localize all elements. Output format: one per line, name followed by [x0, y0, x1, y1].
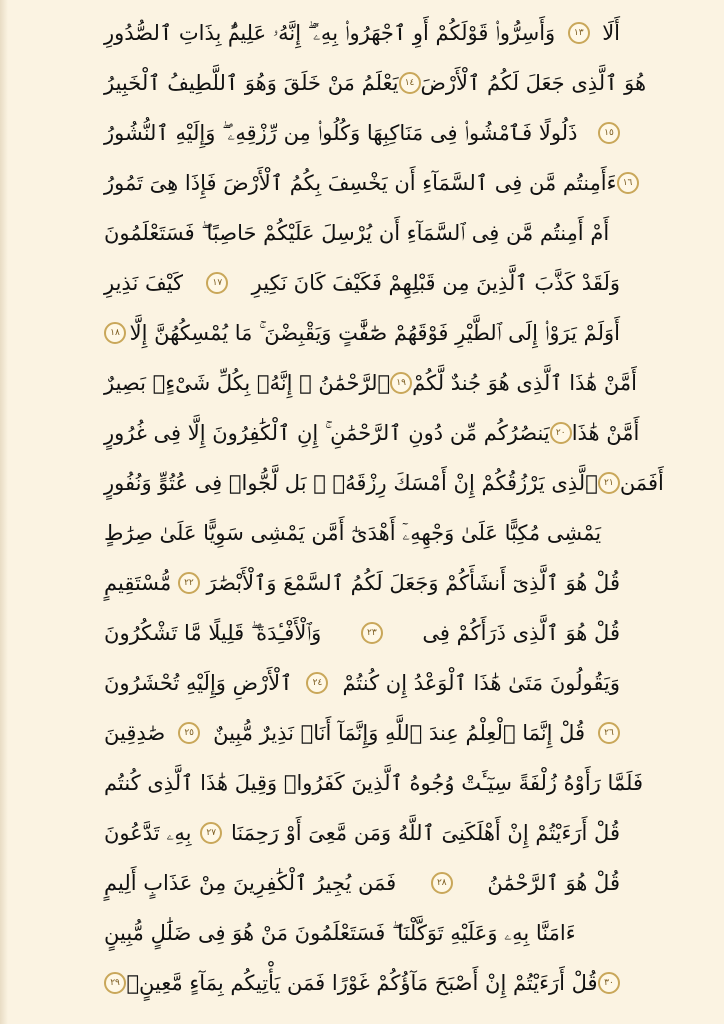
line-text: أَمَّنْ هَٰذَا — [571, 421, 640, 445]
line-text: أَمَّنْ هَٰذَا ٱلَّذِى هُوَ جُندٌ لَّكُمْ — [412, 371, 637, 395]
text-line-7 — [104, 316, 620, 350]
ayah-number-marker: ٢٦ — [598, 722, 620, 744]
line-text: قُلْ هُوَ ٱلَّذِى ذَرَأَكُمْ فِى — [422, 621, 620, 645]
text-line-12 — [104, 566, 620, 600]
ayah-number-marker: ٢٠ — [550, 422, 572, 444]
line-text: صَٰدِقِينَ — [104, 721, 166, 745]
text-line-9 — [104, 416, 640, 450]
line-text: فَمَن يُجِيرُ ٱلْكَٰفِرِينَ مِنْ عَذَابٍ أَلِيمٍ — [104, 871, 397, 895]
ayah-number-marker: ٣٠ — [598, 972, 620, 994]
text-line-17 — [104, 816, 620, 850]
ayah-number-marker: ١٣ — [568, 22, 590, 44]
text-line-10 — [104, 466, 664, 500]
ayah-number-marker: ١٧ — [206, 272, 228, 294]
ayah-number-marker: ١٨ — [104, 322, 126, 344]
line-text: كَيْفَ نَذِيرِ — [104, 271, 184, 295]
ayah-number-marker: ٢١ — [598, 472, 620, 494]
line-text: وَيَقُولُونَ مَتَىٰ هَٰذَا ٱلْوَعْدُ إِن كُنتُمْ — [342, 671, 620, 695]
line-text: ءَأَمِنتُم مَّن فِى ٱلسَّمَآءِ أَن يَخْسِفَ بِكُمُ ٱلْأَرْضَ فَإِذَا هِىَ تَمُورُ — [104, 171, 617, 195]
page-edge-shadow — [0, 0, 8, 1024]
line-text: ٱلَّذِى يَرْزُقُكُمْ إِنْ أَمْسَكَ رِزْقَهُۥ ۚ بَل لَّجُّوا۟ فِى عُتُوٍّ وَنُفُورٍ — [104, 471, 598, 495]
ayah-number-marker: ١٤ — [399, 72, 421, 94]
line-text: ءَامَنَّا بِهِۦ وَعَلَيْهِ تَوَكَّلْنَا ۖ فَسَتَعْلَمُونَ مَنْ هُوَ فِى ضَلَٰلٍ مُّبِينٍ — [104, 921, 576, 945]
ayah-number-marker: ٢٤ — [306, 672, 328, 694]
text-line-1 — [104, 16, 620, 50]
text-line-5 — [104, 216, 620, 250]
text-line-8 — [104, 366, 637, 400]
text-line-11 — [104, 516, 620, 550]
text-line-2 — [104, 66, 647, 100]
line-text: وَلَقَدْ كَذَّبَ ٱلَّذِينَ مِن قَبْلِهِمْ فَكَيْفَ كَانَ نَكِيرِ — [251, 271, 620, 295]
text-line-16 — [104, 766, 644, 800]
line-text: أَمْ أَمِنتُم مَّن فِى ٱلسَّمَآءِ أَن يُرْسِلَ عَلَيْكُمْ حَاصِبًا ۖ فَسَتَعْلَمُونَ — [104, 221, 610, 245]
text-line-20 — [104, 966, 620, 1000]
text-line-14 — [104, 666, 620, 700]
text-line-6 — [104, 266, 620, 300]
ayah-number-marker: ٢٣ — [361, 622, 383, 644]
text-line-15 — [104, 716, 620, 750]
line-text: ٱلْأَرْضِ وَإِلَيْهِ تُحْشَرُونَ — [104, 671, 293, 695]
line-text: أَلَا — [602, 21, 620, 45]
line-text: مُّسْتَقِيمٍ — [104, 571, 172, 595]
ayah-number-marker: ٢٥ — [178, 722, 200, 744]
ayah-number-marker: ١٥ — [598, 122, 620, 144]
line-text: قُلْ أَرَءَيْتُمْ إِنْ أَصْبَحَ مَآؤُكُمْ غَوْرًا فَمَن يَأْتِيكُم بِمَآءٍ مَّعِينٍۭ — [126, 971, 598, 995]
ayah-number-marker: ٢٨ — [431, 872, 453, 894]
line-text: وَأَسِرُّوا۟ قَوْلَكُمْ أَوِ ٱجْهَرُوا۟ بِهِۦٓ ۖ إِنَّهُۥ عَلِيمٌۢ بِذَاتِ ٱلصُّدُورِ — [104, 21, 556, 45]
ayah-number-marker: ٢٩ — [104, 972, 126, 994]
line-text: قُلْ أَرَءَيْتُمْ إِنْ أَهْلَكَنِىَ ٱللَّهُ وَمَن مَّعِىَ أَوْ رَحِمَنَا — [230, 821, 620, 845]
line-text: قُلْ هُوَ ٱلرَّحْمَٰنُ — [487, 871, 620, 895]
text-line-3 — [104, 116, 620, 150]
line-text: يَعْلَمُ مَنْ خَلَقَ وَهُوَ ٱللَّطِيفُ ٱلْخَبِيرُ — [104, 71, 399, 95]
line-text: أَفَمَن — [619, 471, 664, 495]
line-text: بِهِۦ تَدَّعُونَ — [104, 821, 192, 845]
ayah-number-marker: ١٦ — [617, 172, 639, 194]
line-text: ذَلُولًا فَٱمْشُوا۟ فِى مَنَاكِبِهَا وَكُلُوا۟ مِن رِّزْقِهِۦ ۖ وَإِلَيْهِ ٱلنُّشُورُ — [104, 121, 578, 145]
ayah-number-marker: ١٩ — [390, 372, 412, 394]
line-text: وَٱلْأَفْـِٔدَةَ ۖ قَلِيلًا مَّا تَشْكُرُونَ — [104, 621, 322, 645]
text-line-13 — [104, 616, 620, 650]
line-text: يَنصُرُكُم مِّن دُونِ ٱلرَّحْمَٰنِ ۚ إِنِ ٱلْكَٰفِرُونَ إِلَّا فِى غُرُورٍ — [104, 421, 550, 445]
text-line-4 — [104, 166, 633, 200]
line-text: فَلَمَّا رَأَوْهُ زُلْفَةً سِيٓـَٔتْ وُجُوهُ ٱلَّذِينَ كَفَرُوا۟ وَقِيلَ هَٰذَا ٱلَّذِى كُنتُم — [104, 771, 644, 795]
ayah-number-marker: ٢٧ — [200, 822, 222, 844]
line-text: هُوَ ٱلَّذِى جَعَلَ لَكُمُ ٱلْأَرْضَ — [420, 71, 647, 95]
line-text: قُلْ إِنَّمَا ٱلْعِلْمُ عِندَ ٱللَّهِ وَإِنَّمَآ أَنَا۠ نَذِيرٌ مُّبِينٌ — [213, 721, 586, 745]
ayah-number-marker: ٢٢ — [178, 572, 200, 594]
line-text: أَوَلَمْ يَرَوْا۟ إِلَى ٱلطَّيْرِ فَوْقَهُمْ صَٰٓفَّٰتٍ وَيَقْبِضْنَ ۚ مَا يُمْسِكُهُنَّ إِلَّا — [129, 321, 620, 345]
line-text: ٱلرَّحْمَٰنُ ۚ إِنَّهُۥ بِكُلِّ شَىْءٍۭ بَصِيرٌ — [104, 371, 391, 395]
line-text: قُلْ هُوَ ٱلَّذِىٓ أَنشَأَكُمْ وَجَعَلَ لَكُمُ ٱلسَّمْعَ وَٱلْأَبْصَٰرَ — [206, 571, 620, 595]
quran-text-block — [104, 0, 664, 1024]
text-line-18 — [104, 866, 620, 900]
line-text: يَمْشِى مُكِبًّا عَلَىٰ وَجْهِهِۦٓ أَهْدَىٰٓ أَمَّن يَمْشِى سَوِيًّا عَلَىٰ صِرَٰطٍ — [104, 521, 602, 545]
text-line-19 — [104, 916, 620, 950]
